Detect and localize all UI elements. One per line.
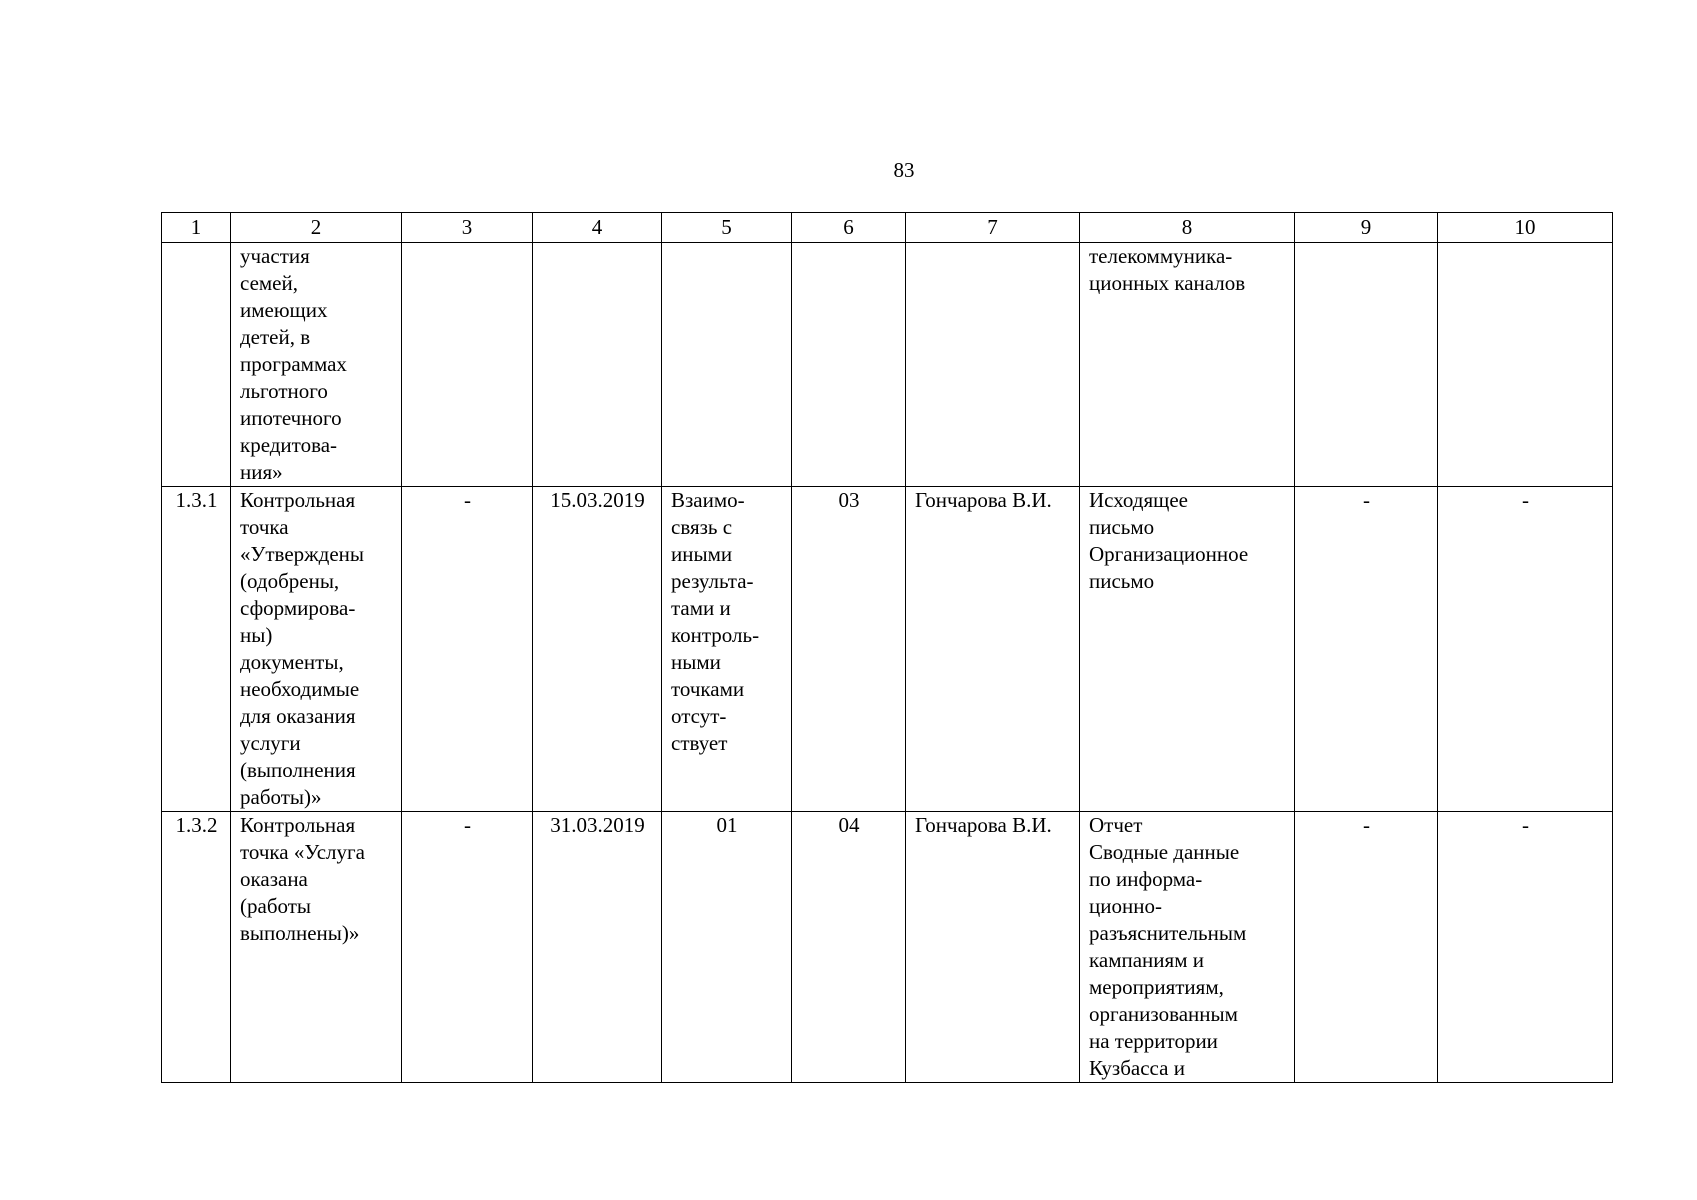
cell-line: иными <box>671 542 733 566</box>
cell-col6 <box>792 243 906 487</box>
cell-line: Организационное <box>1089 542 1249 566</box>
cell-responsible: Гончарова В.И. <box>906 487 1080 812</box>
cell-line: (одобрены, <box>240 569 340 593</box>
cell-line: ния» <box>240 460 283 484</box>
cell-line: Исходящее <box>1089 488 1188 512</box>
cell-line: результа- <box>671 569 754 593</box>
cell-col5: 01 <box>662 812 792 1083</box>
header-cell-2: 2 <box>231 213 402 243</box>
cell-line: кампаниям и <box>1089 948 1204 972</box>
cell-line: льготного <box>240 379 328 403</box>
cell-date: 31.03.2019 <box>533 812 662 1083</box>
cell-line: ными <box>671 650 721 674</box>
cell-line: документы, <box>240 650 344 674</box>
cell-line: ипотечного <box>240 406 342 430</box>
cell-line: Сводные данные <box>1089 840 1240 864</box>
cell-col3: - <box>402 812 533 1083</box>
cell-line: письмо <box>1089 515 1155 539</box>
cell-line: Отчет <box>1089 813 1143 837</box>
cell-line: Кузбасса и <box>1089 1056 1185 1080</box>
cell-line: тами и <box>671 596 731 620</box>
cell-line: точками <box>671 677 745 701</box>
cell-line: для оказания <box>240 704 356 728</box>
cell-line: телекоммуника- <box>1089 244 1233 268</box>
cell-line: по информа- <box>1089 867 1203 891</box>
cell-line: ционно- <box>1089 894 1162 918</box>
cell-col9 <box>1295 243 1438 487</box>
cell-col5 <box>662 487 792 812</box>
cell-date <box>533 243 662 487</box>
cell-col6: 03 <box>792 487 906 812</box>
cell-line: «Утверждены <box>240 542 365 566</box>
header-cell-10: 10 <box>1438 213 1613 243</box>
cell-line: письмо <box>1089 569 1155 593</box>
header-row <box>162 213 1613 243</box>
cell-line: услуги <box>240 731 301 755</box>
cell-line: ционных каналов <box>1089 271 1246 295</box>
cell-line: семей, <box>240 271 298 295</box>
cell-document <box>1080 812 1295 1083</box>
cell-col9: - <box>1295 487 1438 812</box>
cell-line: мероприятиям, <box>1089 975 1224 999</box>
plan-table <box>161 212 1613 1083</box>
cell-responsible: Гончарова В.И. <box>906 812 1080 1083</box>
header-cell-9: 9 <box>1295 213 1438 243</box>
cell-col3: - <box>402 487 533 812</box>
cell-line: участия <box>240 244 310 268</box>
cell-line: выполнены)» <box>240 921 360 945</box>
table-row <box>162 243 1613 487</box>
cell-col9: - <box>1295 812 1438 1083</box>
cell-line: (выполнения <box>240 758 356 782</box>
cell-line: (работы <box>240 894 312 918</box>
cell-number: 1.3.1 <box>162 487 231 812</box>
header-cell-6: 6 <box>792 213 906 243</box>
table-row <box>162 812 1613 1083</box>
cell-line: программах <box>240 352 347 376</box>
cell-line: разъяснительным <box>1089 921 1247 945</box>
cell-name <box>231 812 402 1083</box>
header-cell-5: 5 <box>662 213 792 243</box>
cell-line: имеющих <box>240 298 328 322</box>
cell-col10: - <box>1438 487 1613 812</box>
header-cell-7: 7 <box>906 213 1080 243</box>
cell-document <box>1080 487 1295 812</box>
cell-number <box>162 243 231 487</box>
table-row <box>162 487 1613 812</box>
cell-line: точка «Услуга <box>240 840 365 864</box>
cell-line: точка <box>240 515 289 539</box>
cell-date: 15.03.2019 <box>533 487 662 812</box>
cell-col3 <box>402 243 533 487</box>
cell-line: ны) <box>240 623 273 647</box>
page-number: 83 <box>893 158 915 182</box>
cell-line: организованным <box>1089 1002 1238 1026</box>
cell-line: оказана <box>240 867 308 891</box>
cell-line: работы)» <box>240 785 322 809</box>
cell-responsible <box>906 243 1080 487</box>
cell-line: на территории <box>1089 1029 1218 1053</box>
cell-col6: 04 <box>792 812 906 1083</box>
cell-name <box>231 243 402 487</box>
cell-name <box>231 487 402 812</box>
cell-col10 <box>1438 243 1613 487</box>
cell-line: отсут- <box>671 704 727 728</box>
header-cell-4: 4 <box>533 213 662 243</box>
cell-line: сформирова- <box>240 596 356 620</box>
cell-line: Взаимо- <box>671 488 745 512</box>
cell-line: ствует <box>671 731 728 755</box>
cell-line: детей, в <box>240 325 311 349</box>
header-cell-3: 3 <box>402 213 533 243</box>
cell-line: связь с <box>671 515 733 539</box>
cell-line: Контрольная <box>240 488 356 512</box>
cell-col5 <box>662 243 792 487</box>
cell-line: Контрольная <box>240 813 356 837</box>
cell-line: контроль- <box>671 623 760 647</box>
cell-number: 1.3.2 <box>162 812 231 1083</box>
cell-line: необходимые <box>240 677 360 701</box>
cell-document <box>1080 243 1295 487</box>
header-cell-1: 1 <box>162 213 231 243</box>
header-cell-8: 8 <box>1080 213 1295 243</box>
cell-line: кредитова- <box>240 433 338 457</box>
cell-col10: - <box>1438 812 1613 1083</box>
